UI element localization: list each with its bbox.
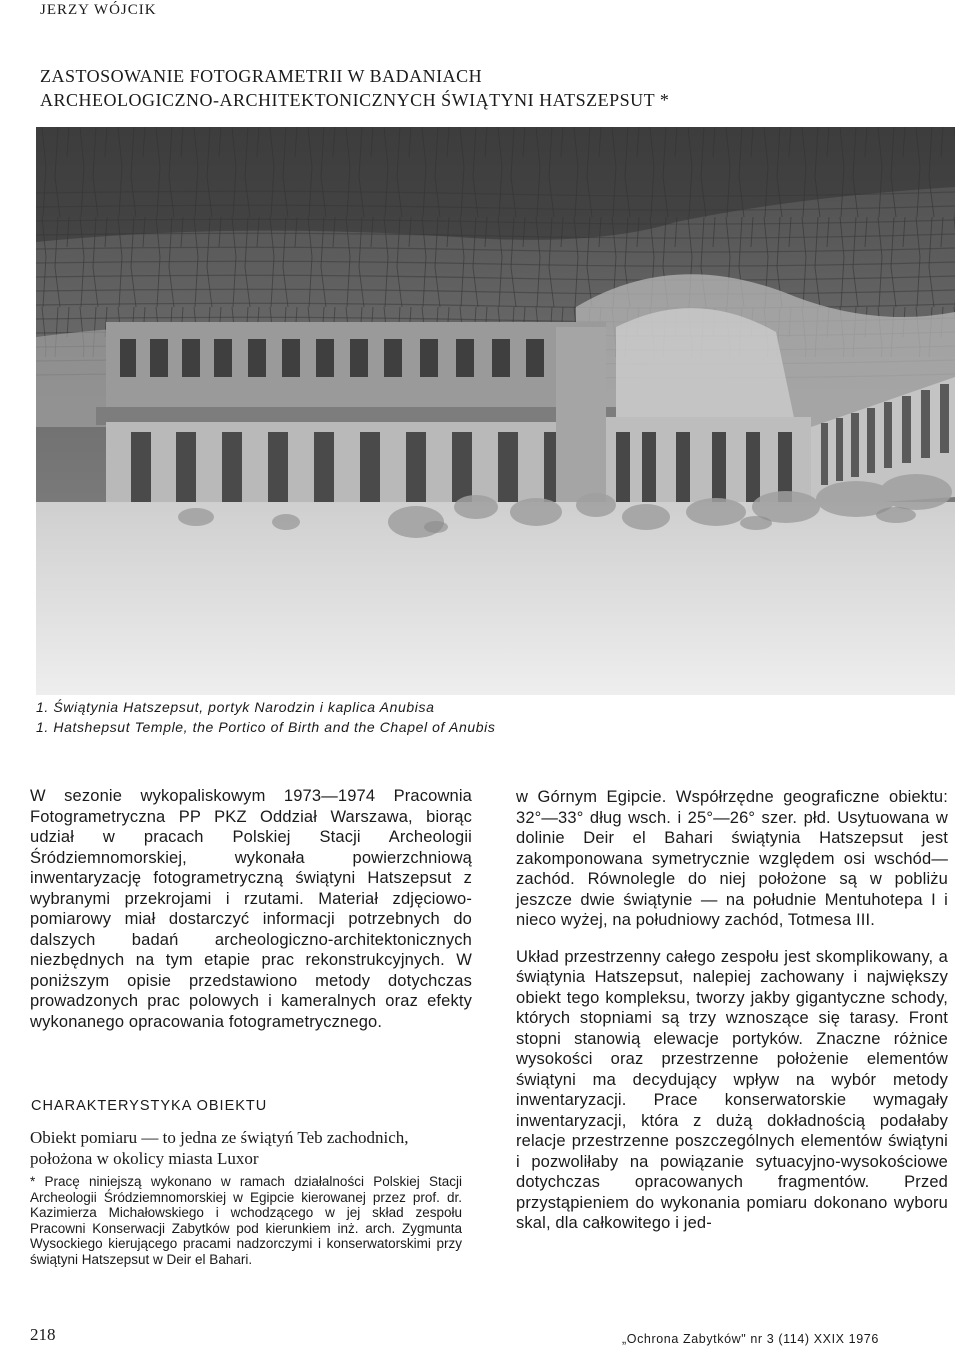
right-column bbox=[516, 787, 948, 1234]
article-title-line-1: ZASTOSOWANIE FOTOGRAMETRII W BADANIACH bbox=[40, 66, 483, 86]
location-paragraph: w Górnym Egipcie. Współrzędne geograficzne obiektu: 32°—33° dług wsch. i 25°—26° szer. płd. Usytuowana w dolinie Deir el Bahari świątynia Hatszepsut jest zakomponowana symetrycznie względem osi wschód—zachód. Równolegle do niej położone są w pobliżu jeszcze dwie świątynie — na południe Mentuhotepa I i nieco wyżej, na południowy zachód, Totmesa III. bbox=[516, 788, 948, 929]
temple-photograph bbox=[36, 127, 955, 695]
article-title-line-2: ARCHEOLOGICZNO-ARCHITEKTONICZNYCH ŚWIĄTYNI HATSZEPSUT * bbox=[40, 90, 670, 110]
journal-reference: „Ochrona Zabytków" nr 3 (114) XXIX 1976 bbox=[622, 1332, 879, 1346]
figure-caption-polish: 1. Świątynia Hatszepsut, portyk Narodzin i kaplica Anubisa bbox=[36, 699, 435, 715]
footnote: * Pracę niniejszą wykonano w ramach działalności Polskiej Stacji Archeologii Śródziemnomorskiej w Egipcie kierowanej przez prof. dr. Kazimierza Michałowskiego i wchodzącego w jej skład zespołu Pracowni Konserwacji Zabytków pod kierunkiem inż. arch. Zygmunta Wysockiego kierującego pracami nadzorczymi i konserwatorskimi przy świątyni Hatszepsut w Deir el Bahari. bbox=[30, 1174, 462, 1267]
author-name: JERZY WÓJCIK bbox=[40, 2, 157, 18]
section-heading: CHARAKTERYSTYKA OBIEKTU bbox=[31, 1098, 268, 1114]
layout-paragraph: Układ przestrzenny całego zespołu jest skomplikowany, a świątynia Hatszepsut, nalepiej zachowany i największy obiekt tego kompleksu, tworzy jakby gigantyczne schody, których stopniami są trzy wznoszące się tarasy. Front stopni stanowią elewacje portyków. Znaczne różnice wysokości oraz przestrzenne położenie elementów świątyni ma decydujący wpływ na wybór metody inwentaryzacji. Prace konserwatorskie wymagały inwentaryzacji, która z dużą dokładnością podałaby relacje przestrzenne poszczególnych elementów świątyni i pozwoliłaby na powiązanie sytuacyjno-wysokościowe dotychczas opracowanych fragmentów. Przed przystąpieniem do wykonania pomiaru dokonano wyboru skal, dla całkowitego i jed- bbox=[516, 947, 948, 1232]
left-column bbox=[30, 786, 472, 1032]
page-number: 218 bbox=[30, 1325, 56, 1344]
figure-caption-english: 1. Hatshepsut Temple, the Portico of Birth and the Chapel of Anubis bbox=[36, 719, 496, 735]
intro-paragraph: W sezonie wykopaliskowym 1973—1974 Pracownia Fotogrametryczna PP PKZ Oddział Warszawa, biorąc udział w pracach Polskiej Stacji Archeologii Śródziemnomorskiej, wykonała powierzchniową inwentaryzację fotogrametryczną świątyni Hatszepsut z wybranymi przekrojami i rzutami. Materiał zdjęciowo-pomiarowy miał dostarczyć informacji potrzebnych do dalszych badań archeologiczno-architektonicznych niezbędnych na tym etapie prac rekonstrukcyjnych. W poniższym opisie przedstawiono metody dotychczas prowadzonych prac polowych i kameralnych oraz efekty wykonanego opracowania fotogrametrycznego. bbox=[30, 787, 472, 1031]
object-description: Obiekt pomiaru — to jedna ze świątyń Teb zachodnich, położona w okolicy miasta Luxor bbox=[30, 1128, 409, 1168]
